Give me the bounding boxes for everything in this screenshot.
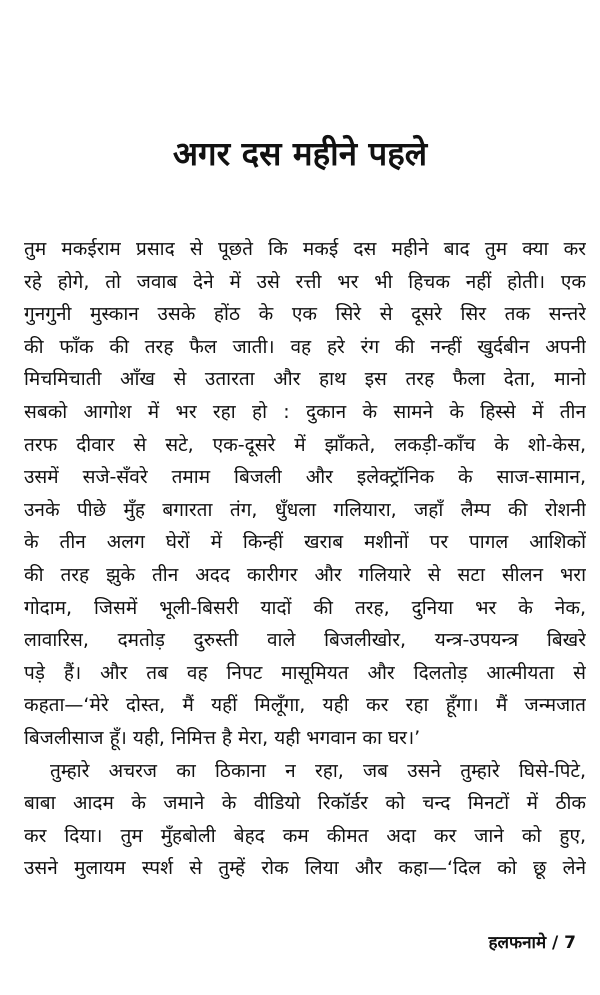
text-line: बाबा आदम के जमाने के वीडियो रिकॉर्डर को चन्द मिनटों में ठीक — [24, 792, 586, 815]
text-line: गोदाम, जिसमें भूली-बिसरी यादों की तरह, दुनिया भर के नेक, — [24, 596, 586, 619]
text-line: के तीन अलग घेरों में किन्हीं खराब मशीनों पर पागल आशिकों — [24, 531, 586, 554]
text-line: कर दिया। तुम मुँहबोली बेहद कम कीमत अदा कर जाने को हुए, — [24, 824, 586, 847]
text-line: सबको आगोश में भर रहा हो : दुकान के सामने के हिस्से में तीन — [24, 400, 586, 423]
text-line: मिचमिचाती आँख से उतारता और हाथ इस तरह फैला देता, मानो — [24, 368, 586, 391]
text-line: उसने मुलायम स्पर्श से तुम्हें रोक लिया और कहा—‘दिल को छू लेने — [24, 857, 586, 880]
text-line: पड़े हैं। और तब वह निपट मासूमियत और दिलतोड़ आत्मीयता से — [24, 661, 586, 684]
paragraph-start-line: तुम्हारे अचरज का ठिकाना न रहा, जब उसने तुम्हारे घिसे-पिटे, — [50, 759, 586, 782]
text-line: तुम मकईराम प्रसाद से पूछते कि मकई दस महीने बाद तुम क्या कर — [24, 238, 586, 260]
text-line: उसमें सजे-सँवरे तमाम बिजली और इलेक्ट्रॉनिक के साज-सामान, — [24, 466, 586, 489]
text-line: गुनगुनी मुस्कान उसके होंठ के एक सिरे से दूसरे सिर तक सन्तरे — [24, 303, 586, 326]
text-line: उनके पीछे मुँह बगारता तंग, धुँधला गलियारा, जहाँ लैम्प की रोशनी — [24, 498, 586, 521]
text-line: की तरह झुके तीन अदद कारीगर और गलियारे से सटा सीलन भरा — [24, 563, 586, 586]
text-line: की फाँक की तरह फैल जाती। वह हरे रंग की नन्हीं खुर्दबीन अपनी — [24, 335, 586, 358]
text-line: तरफ दीवार से सटे, एक-दूसरे में झाँकते, लकड़ी-काँच के शो-केस, — [24, 433, 586, 456]
page-title: अगर दस महीने पहले — [172, 134, 428, 174]
text-line: रहे होगे, तो जवाब देने में उसे रत्ती भर भी हिचक नहीं होती। एक — [24, 270, 586, 293]
body-text — [24, 233, 586, 885]
text-line: कहता—‘मेरे दोस्त, मैं यहीं मिलूँगा, यही कर रहा हूँगा। मैं जन्मजात — [24, 694, 586, 717]
text-line: लावारिस, दमतोड़ दुरुस्ती वाले बिजलीखोर, यन्त्र-उपयन्त्र बिखरे — [24, 629, 586, 652]
running-footer: हलफनामे / 7 — [488, 933, 576, 953]
paragraph-end-line: बिजलीसाज हूँ। यही, निमित्त है मेरा, यही भगवान का घर।’ — [24, 726, 421, 749]
